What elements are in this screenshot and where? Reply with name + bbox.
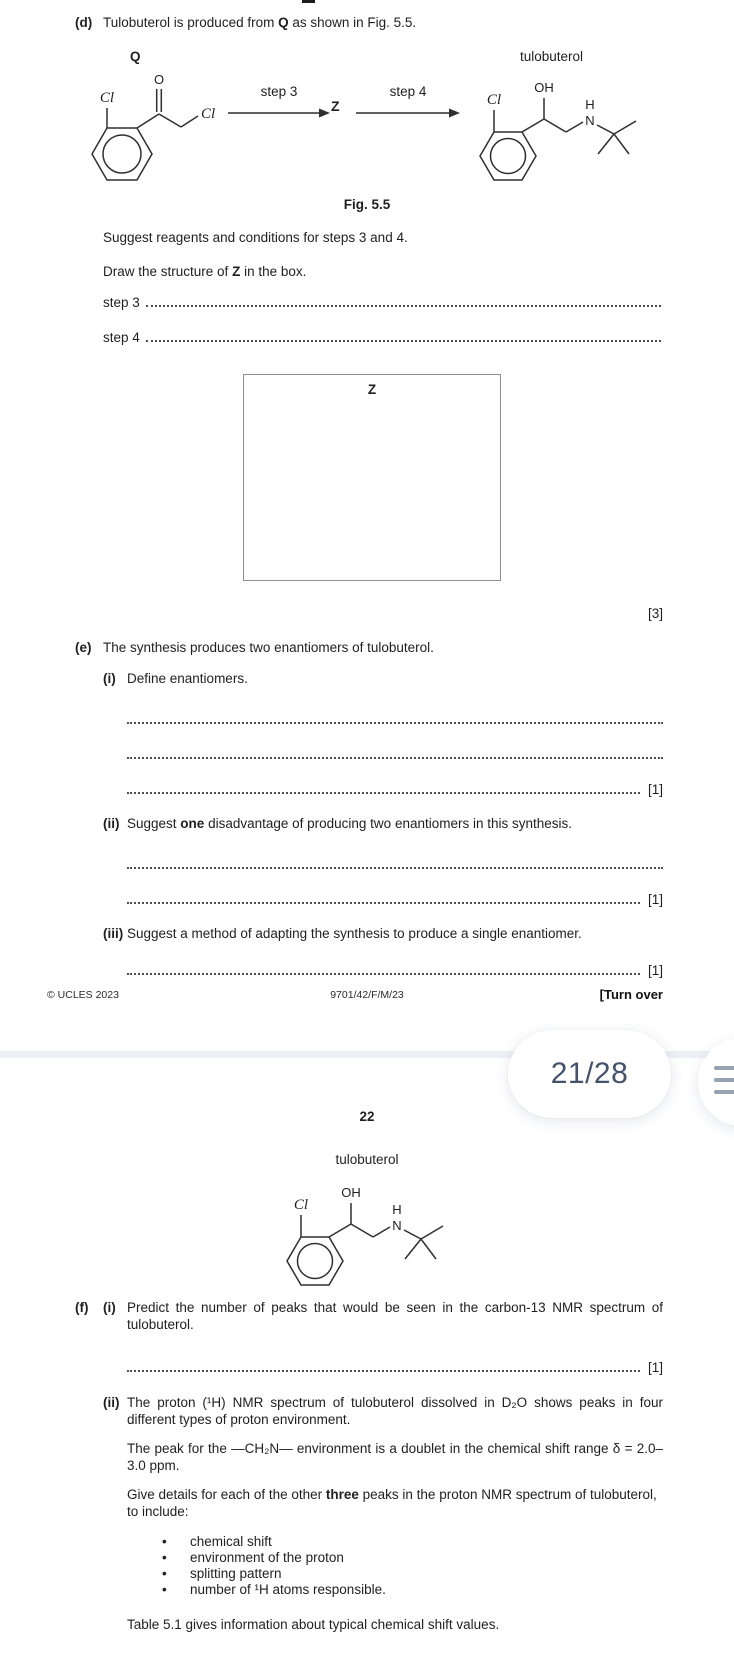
list-item-text: environment of the proton (190, 1550, 344, 1565)
question-f-ii-para3 (127, 1486, 663, 1520)
marks-1: [1] (647, 963, 663, 978)
e-ii-bold: one (180, 816, 205, 831)
tulo2-oh-label: OH (341, 1185, 361, 1200)
draw-text-bold: Z (232, 264, 241, 279)
question-e-i (103, 670, 663, 687)
compound-q-structure (70, 68, 218, 192)
page-top-artifact (302, 0, 315, 3)
answer-row (127, 962, 663, 979)
answer-line (127, 891, 640, 904)
bullet-icon: • (162, 1534, 167, 1549)
question-e-iii-text: Suggest a method of adapting the synthesis to produce a single enantiomer. (127, 926, 582, 941)
e-ii-pre: Suggest (127, 816, 181, 831)
marks-1: [1] (647, 782, 663, 797)
step3-answer-row (103, 294, 661, 311)
q-chain-cl-label: Cl (201, 106, 216, 122)
answer-line (127, 781, 640, 794)
question-f-label: (f) (75, 1300, 89, 1315)
bullet-icon: • (162, 1550, 167, 1565)
answer-row (127, 891, 663, 908)
answer-line (146, 294, 661, 307)
question-e-iii (103, 925, 663, 942)
answer-row (127, 856, 663, 869)
question-d-text-bold: Q (278, 15, 289, 30)
marks-3: [3] (647, 606, 663, 621)
answer-line (127, 711, 663, 724)
e-ii-post: disadvantage of producing two enantiomers in this synthesis. (204, 816, 573, 831)
paper-code: 9701/42/F/M/23 (330, 989, 404, 1001)
question-f-i-label: (i) (103, 1300, 116, 1315)
copyright-text: © UCLES 2023 (47, 989, 119, 1001)
list-item-text: chemical shift (190, 1534, 272, 1549)
question-e-iii-label: (iii) (103, 926, 124, 941)
page-indicator-pill[interactable] (508, 1030, 671, 1118)
bullet-icon: • (162, 1582, 167, 1597)
question-f-i (75, 1299, 663, 1333)
step4-answer-row (103, 329, 661, 346)
step4-label: step 4 (389, 84, 427, 99)
q-ring-cl-label: Cl (99, 90, 115, 106)
question-e-ii-text (127, 815, 572, 832)
question-e-ii (103, 815, 663, 832)
suggest-reagents-text: Suggest reagents and conditions for steps 3 and 4. (103, 230, 408, 245)
step3-label: step 3 (260, 84, 298, 99)
question-d-intro (75, 14, 663, 31)
list-item-text: number of ¹H atoms responsible. (190, 1582, 386, 1597)
page-number: 22 (359, 1109, 375, 1124)
answer-row (127, 711, 663, 724)
table-5-1-note: Table 5.1 gives information about typical chemical shift values. (127, 1617, 500, 1632)
question-e-i-text: Define enantiomers. (127, 671, 248, 686)
list-item-text: splitting pattern (190, 1566, 282, 1581)
tulobuterol-structure (466, 64, 654, 194)
fig-5-5-caption: Fig. 5.5 (343, 197, 391, 212)
answer-row (127, 746, 663, 759)
question-d-text-pre: Tulobuterol is produced from (103, 15, 279, 30)
question-e-i-label: (i) (103, 671, 116, 686)
exam-page-21 (0, 14, 734, 1051)
answer-line (127, 746, 663, 759)
page-indicator-text: 21/28 (550, 1057, 629, 1090)
question-e-label: (e) (75, 640, 92, 655)
requirements-list (0, 1534, 734, 1598)
marks-1: [1] (647, 1360, 663, 1375)
bullet-icon: • (162, 1566, 167, 1581)
answer-line (127, 1359, 640, 1372)
question-f-i-text: Predict the number of peaks that would be seen in the carbon-13 NMR spectrum of tulobuterol. (127, 1300, 663, 1332)
list-item (162, 1582, 734, 1598)
turn-over-text: [Turn over (599, 987, 663, 1002)
answer-line (127, 962, 640, 975)
f-ii-para3-bold: three (325, 1487, 359, 1502)
draw-text-pre: Draw the structure of (103, 264, 233, 279)
question-f-ii-para2: The peak for the —CH₂N— environment is a doublet in the chemical shift range δ = 2.0–3.0 ppm. (127, 1441, 663, 1473)
q-carbonyl-o-label: O (153, 72, 165, 87)
tulo-n-label: N (585, 113, 595, 128)
draw-structure-text (103, 263, 663, 280)
step3-answer-label: step 3 (103, 295, 140, 310)
question-d-label: (d) (75, 15, 93, 30)
tulo2-n-label: N (392, 1218, 402, 1233)
question-e-intro (75, 639, 663, 656)
f-ii-para3-pre: Give details for each of the other (127, 1487, 326, 1502)
question-f-ii (103, 1394, 663, 1428)
z-box-label: Z (367, 382, 377, 397)
answer-row (127, 781, 663, 798)
tulo2-cl-label: Cl (293, 1197, 309, 1213)
tulo-oh-label: OH (534, 80, 554, 95)
f-ii-para3-post: peaks in the proton NMR spectrum of tulobuterol, to include: (127, 1487, 657, 1519)
question-f-ii-label: (ii) (103, 1395, 120, 1410)
tulo-cl-label: Cl (486, 92, 502, 108)
question-f-ii-para1: The proton (¹H) NMR spectrum of tulobuterol dissolved in D₂O shows peaks in four different types of proton environment. (127, 1395, 663, 1427)
list-item (162, 1550, 734, 1566)
question-d-text-post: as shown in Fig. 5.5. (288, 15, 417, 30)
tulo2-h-label: H (392, 1202, 402, 1217)
list-item (162, 1534, 734, 1550)
draw-text-post: in the box. (240, 264, 307, 279)
tulobuterol-title-2: tulobuterol (335, 1152, 399, 1167)
step4-arrow (356, 106, 460, 120)
compound-q-title: Q (130, 49, 141, 64)
step3-arrow (228, 106, 330, 120)
step4-answer-label: step 4 (103, 330, 140, 345)
intermediate-z-label: Z (331, 98, 340, 114)
exam-page-22 (0, 1058, 734, 1654)
answer-row (127, 1359, 663, 1376)
list-item (162, 1566, 734, 1582)
z-structure-box (243, 374, 501, 581)
tulo-h-label: H (585, 97, 595, 112)
question-d-text (103, 14, 416, 31)
question-e-text: The synthesis produces two enantiomers of tulobuterol. (103, 640, 434, 655)
question-e-ii-label: (ii) (103, 816, 120, 831)
page-footer (0, 987, 734, 1005)
answer-line (127, 856, 663, 869)
fig-5-5 (0, 44, 734, 196)
marks-1: [1] (647, 892, 663, 907)
answer-line (146, 329, 661, 342)
tulobuterol-title: tulobuterol (520, 49, 584, 64)
tulobuterol-structure-2 (273, 1171, 461, 1297)
